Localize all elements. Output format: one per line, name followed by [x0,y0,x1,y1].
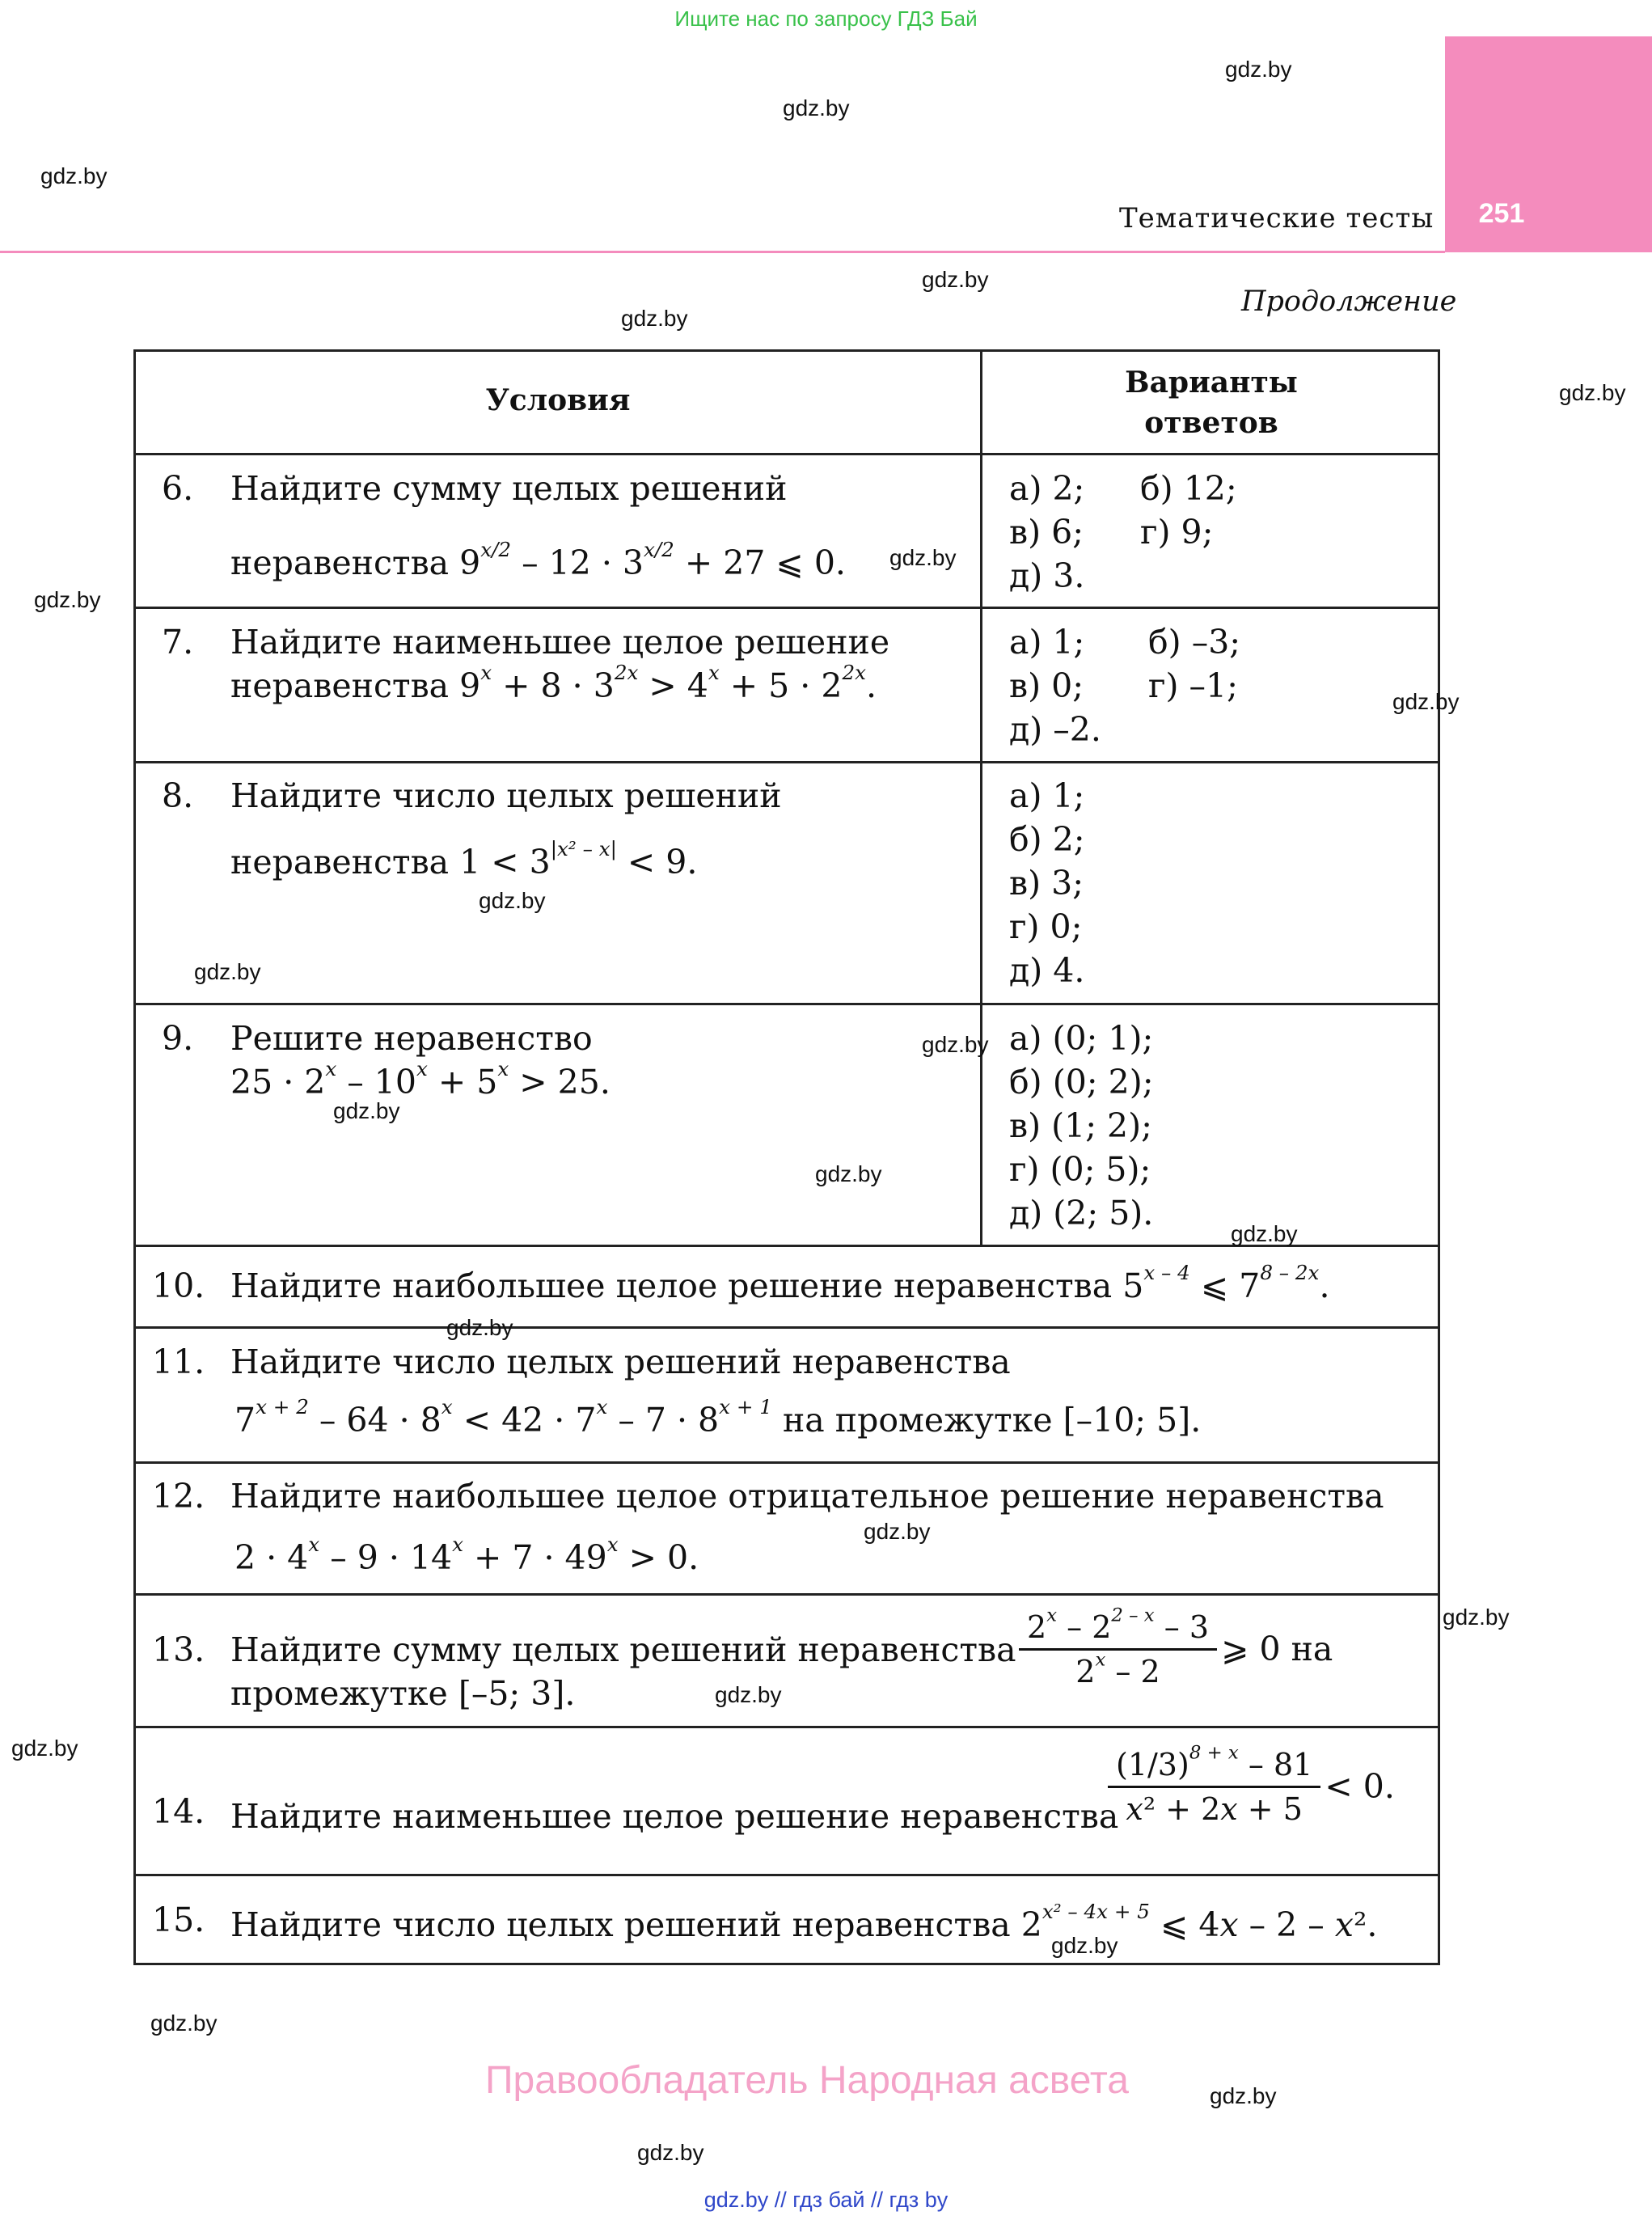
watermark: gdz.by [922,1032,989,1057]
table-header-divider [133,453,1440,455]
task-text: промежутке [–5; 3]. [230,1674,576,1713]
answer-option: в) (1; 2); [1009,1106,1152,1145]
answer-option: г) –1; [1148,666,1238,705]
continuation-label: Продолжение [1241,285,1457,318]
answer-option: д) 3. [1009,556,1085,595]
row-divider [133,1326,1440,1329]
task-number: 14. [152,1792,205,1831]
task-text: неравенства $9^{x/2} - 12 \cdot 3^{x/2} + 27$ ⩽ 0. [230,537,846,582]
row-divider [133,761,1440,763]
watermark: gdz.by [194,959,261,984]
top-search-link[interactable]: Ищите нас по запросу ГДЗ Бай [674,6,978,31]
answer-option: а) 1; [1009,623,1085,662]
row-divider [133,1003,1440,1005]
answer-option: д) –2. [1009,710,1101,749]
answer-option: а) 1; [1009,776,1085,815]
watermark: gdz.by [815,1161,882,1186]
answer-option: б) 12; [1140,469,1237,508]
task-text: Найдите наибольшее целое отрицательное решение неравенства [230,1477,1384,1516]
inequality-formula: $9^x + 8 \cdot 3^{2x} > 4^x + 5 \cdot 2^{2x}$. [459,660,877,705]
watermark: gdz.by [1231,1221,1298,1246]
inequality-formula: $9^{x/2} - 12 \cdot 3^{x/2} + 27$ ⩽ 0. [459,537,846,582]
answer-option: а) 2; [1009,469,1085,508]
watermark: gdz.by [637,2140,704,2165]
answer-option: в) 0; [1009,666,1084,705]
answer-option: г) (0; 5); [1009,1150,1151,1189]
watermark: gdz.by [40,163,108,188]
task-number: 15. [152,1901,205,1939]
task-text: Решите неравенство [230,1019,593,1058]
task-text: $7^{x + 2} - 64 \cdot 8^x < 42 \cdot 7^x - 7 \cdot 8^{x + 1}$ на промежутке [–10; 5]. [234,1394,1202,1440]
tests-table [133,349,1440,1965]
inequality-formula: $2^{x^2 - 4x + 5}$ ⩽ 4x – 2 – x². [1020,1899,1378,1944]
inequality-formula: $\frac{2^x - 2^{2 - x} - 3}{2^x - 2}$ ⩾ 0 на [1019,1609,1333,1689]
answer-option: в) 3; [1009,864,1084,903]
watermark: gdz.by [11,1736,78,1761]
watermark: gdz.by [621,306,688,331]
watermark: gdz.by [889,545,957,570]
fraction: $\frac{(1/3)^{8 + x} - 81}{\text{x² + 2x + 5}}$ [1108,1747,1320,1827]
row-divider [133,607,1440,609]
answer-option: б) (0; 2); [1009,1063,1154,1101]
header-rule [0,251,1445,253]
task-number: 9. [162,1019,194,1058]
header-answers [982,362,1440,444]
watermark: gdz.by [864,1519,931,1544]
row-divider [133,1593,1440,1596]
watermark: gdz.by [333,1098,400,1123]
task-text: Найдите число целых решений [230,776,782,815]
task-number: 6. [162,469,194,508]
answer-option: г) 9; [1140,513,1214,552]
fraction: $\frac{2^x - 2^{2 - x} - 3}{2^x - 2}$ [1019,1609,1217,1689]
watermark: gdz.by [479,888,546,913]
task-number: 7. [162,623,194,662]
watermark: gdz.by [1443,1605,1510,1630]
watermark: gdz.by [446,1315,513,1340]
answer-option: б) 2; [1009,820,1085,859]
watermark: gdz.by [715,1682,782,1707]
header-answers-line1: Варианты [1125,366,1298,400]
task-text: Найдите наименьшее целое решение неравенства [230,1797,1119,1836]
inequality-formula: 5$^{x - 4}$ ⩽ $7^{8 - 2x}$. [1122,1260,1330,1305]
row-divider [133,1874,1440,1876]
task-text: Найдите число целых решений неравенства $2^{x^2 - 4x + 5}$ ⩽ 4x – 2 – x². [230,1899,1378,1944]
row-divider [133,1726,1440,1728]
watermark: gdz.by [150,2010,218,2036]
inequality-formula: $25 \cdot 2^x - 10^x + 5^x > 25$. [230,1056,611,1101]
watermark: gdz.by [1559,380,1626,405]
header-conditions: Условия [485,383,631,417]
task-text: Найдите наименьшее целое решение [230,623,890,662]
watermark: gdz.by [1210,2083,1277,2108]
task-number: 11. [152,1342,205,1381]
task-text: Найдите сумму целых решений неравенства [230,1630,1016,1669]
task-text: неравенства $9^x + 8 \cdot 3^{2x} > 4^x + 5 \cdot 2^{2x}$. [230,660,877,705]
watermark: gdz.by [34,587,101,612]
answer-option: в) 6; [1009,513,1084,552]
answer-option: д) 4. [1009,951,1085,990]
task-text: Найдите наибольшее целое решение неравенства 5$^{x - 4}$ ⩽ $7^{8 - 2x}$. [230,1260,1330,1305]
copyright-notice: Правообладатель Народная асвета [485,2059,1129,2102]
watermark: gdz.by [1051,1933,1118,1958]
page-number: 251 [1478,198,1525,229]
footer-links[interactable]: gdz.by // гдз бай // гдз by [703,2188,949,2212]
column-divider [980,349,982,1245]
header-title: Тематические тесты [1119,202,1434,235]
task-text: Найдите сумму целых решений [230,469,788,508]
watermark: gdz.by [922,267,989,292]
watermark: gdz.by [1225,57,1292,82]
task-number: 13. [152,1630,205,1669]
inequality-formula: $7^{x + 2} - 64 \cdot 8^x < 42 \cdot 7^x - 7 \cdot 8^{x + 1}$ [234,1394,772,1440]
watermark: gdz.by [783,95,850,121]
inequality-formula: $1 < 3^{|x^2 - x|} < 9$. [459,836,698,882]
inequality-formula: $\frac{(1/3)^{8 + x} - 81}{\text{x² + 2x + 5}}$ < 0. [1108,1747,1395,1827]
answer-option: а) (0; 1); [1009,1019,1154,1058]
answer-option: д) (2; 5). [1009,1194,1154,1233]
task-number: 10. [152,1266,205,1305]
task-number: 8. [162,776,194,815]
answer-option: б) –3; [1148,623,1241,662]
watermark: gdz.by [1392,689,1460,714]
row-divider [133,1461,1440,1464]
answer-option: г) 0; [1009,907,1083,946]
task-number: 12. [152,1477,205,1516]
inequality-formula: $2 \cdot 4^x - 9 \cdot 14^x + 7 \cdot 49^x > 0$. [234,1532,699,1577]
task-text: Найдите число целых решений неравенства [230,1342,1011,1381]
header-answers-line2: ответов [1144,406,1278,441]
task-text: неравенства $1 < 3^{|x^2 - x|} < 9$. [230,836,698,882]
